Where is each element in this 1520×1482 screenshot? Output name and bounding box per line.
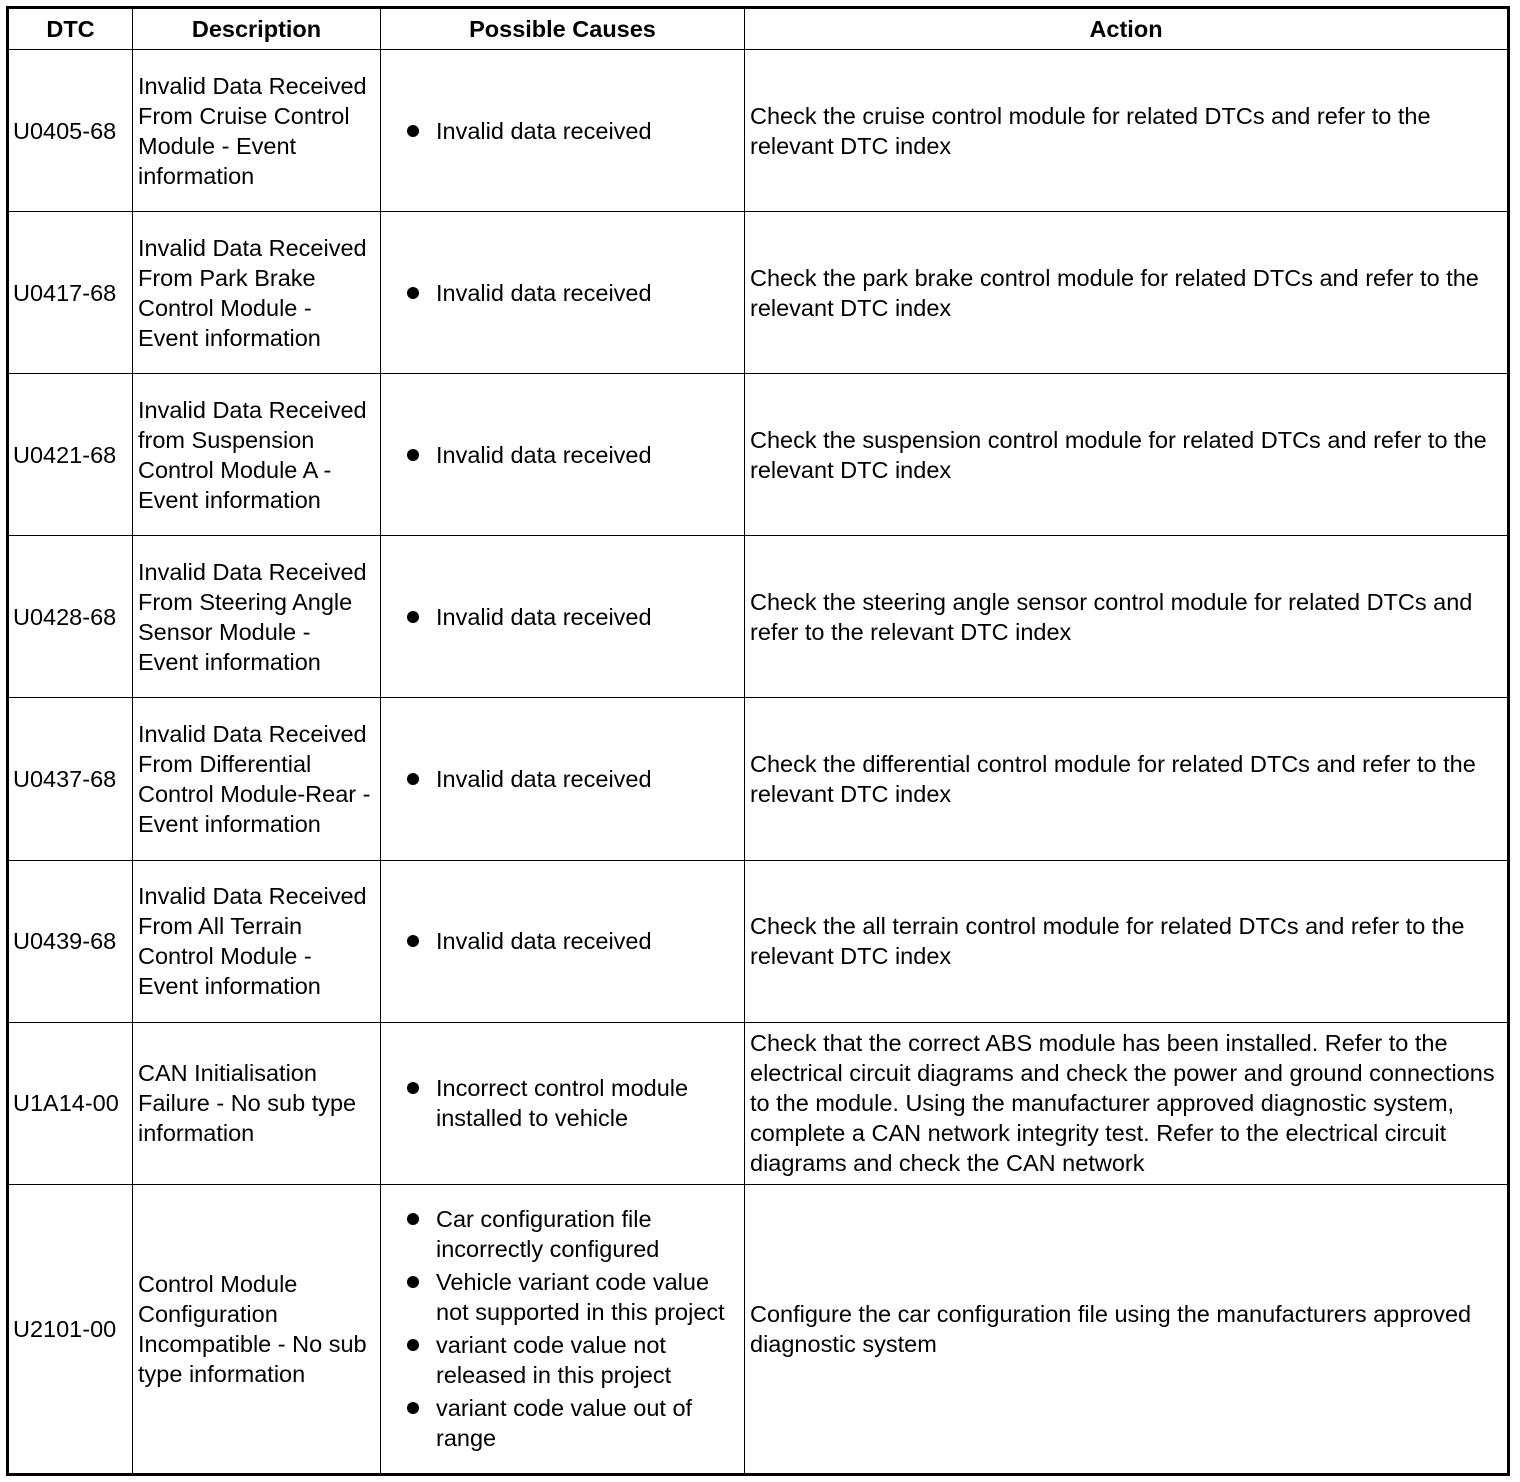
- header-description: Description: [133, 8, 381, 50]
- cause-text: Invalid data received: [436, 603, 652, 630]
- table-row: [8, 1022, 1509, 1184]
- cause-item: [386, 1330, 739, 1390]
- cause-item: [386, 764, 739, 794]
- bullet-icon: [407, 1082, 419, 1094]
- cause-text: Incorrect control module installed to vehicle: [436, 1075, 689, 1132]
- dtc-action: Check the steering angle sensor control module for related DTCs and refer to the relevant DTC index: [745, 536, 1509, 698]
- cause-text: Invalid data received: [436, 765, 652, 792]
- dtc-code: U0439-68: [8, 860, 133, 1022]
- bullet-icon: [407, 287, 419, 299]
- cause-item: [386, 440, 739, 470]
- dtc-action: Check the cruise control module for related DTCs and refer to the relevant DTC index: [745, 50, 1509, 212]
- dtc-action: Check the suspension control module for related DTCs and refer to the relevant DTC index: [745, 374, 1509, 536]
- cause-text: Invalid data received: [436, 928, 652, 955]
- causes-list: [386, 602, 739, 632]
- cause-item: [386, 602, 739, 632]
- causes-list: [386, 440, 739, 470]
- cause-text: Invalid data received: [436, 117, 652, 144]
- table-row: [8, 212, 1509, 374]
- bullet-icon: [407, 611, 419, 623]
- table-row: [8, 1184, 1509, 1474]
- header-row: [8, 8, 1509, 50]
- dtc-description: Invalid Data Received from Suspension Control Module A - Event information: [133, 374, 381, 536]
- dtc-action: Check the park brake control module for related DTCs and refer to the relevant DTC index: [745, 212, 1509, 374]
- bullet-icon: [407, 1339, 419, 1351]
- possible-causes: [381, 374, 745, 536]
- table-row: [8, 698, 1509, 860]
- possible-causes: [381, 212, 745, 374]
- causes-list: [386, 1204, 739, 1453]
- cause-text: Vehicle variant code value not supported in this project: [436, 1269, 725, 1326]
- table-row: [8, 860, 1509, 1022]
- bullet-icon: [407, 1276, 419, 1288]
- bullet-icon: [407, 1402, 419, 1414]
- dtc-description: Invalid Data Received From All Terrain Control Module - Event information: [133, 860, 381, 1022]
- causes-list: [386, 764, 739, 794]
- possible-causes: [381, 860, 745, 1022]
- header-possible-causes: Possible Causes: [381, 8, 745, 50]
- cause-item: [386, 1393, 739, 1453]
- dtc-code: U0421-68: [8, 374, 133, 536]
- cause-text: Invalid data received: [436, 279, 652, 306]
- dtc-description: Invalid Data Received From Park Brake Control Module - Event information: [133, 212, 381, 374]
- cause-item: [386, 1267, 739, 1327]
- dtc-description: CAN Initialisation Failure - No sub type information: [133, 1022, 381, 1184]
- cause-item: [386, 926, 739, 956]
- dtc-table: [6, 6, 1510, 1476]
- dtc-action: Check that the correct ABS module has been installed. Refer to the electrical circuit diagrams and check the power and ground connections to the module. Using the manufacturer approved diagnostic system, complete a CAN network integrity test. Refer to the electrical circuit diagrams and check the CAN network: [745, 1022, 1509, 1184]
- header-dtc: DTC: [8, 8, 133, 50]
- causes-list: [386, 278, 739, 308]
- causes-list: [386, 116, 739, 146]
- bullet-icon: [407, 1213, 419, 1225]
- table-row: [8, 374, 1509, 536]
- dtc-code: U0417-68: [8, 212, 133, 374]
- cause-item: [386, 116, 739, 146]
- cause-item: [386, 1073, 739, 1133]
- dtc-code: U1A14-00: [8, 1022, 133, 1184]
- dtc-code: U0437-68: [8, 698, 133, 860]
- bullet-icon: [407, 449, 419, 461]
- possible-causes: [381, 698, 745, 860]
- causes-list: [386, 1073, 739, 1133]
- dtc-action: Check the all terrain control module for related DTCs and refer to the relevant DTC index: [745, 860, 1509, 1022]
- causes-list: [386, 926, 739, 956]
- dtc-action: Check the differential control module for related DTCs and refer to the relevant DTC index: [745, 698, 1509, 860]
- dtc-description: Invalid Data Received From Steering Angle Sensor Module - Event information: [133, 536, 381, 698]
- dtc-description: Invalid Data Received From Differential Control Module-Rear - Event information: [133, 698, 381, 860]
- dtc-code: U0405-68: [8, 50, 133, 212]
- cause-text: Car configuration file incorrectly configured: [436, 1206, 660, 1263]
- bullet-icon: [407, 773, 419, 785]
- cause-text: Invalid data received: [436, 441, 652, 468]
- cause-item: [386, 1204, 739, 1264]
- cause-text: variant code value not released in this project: [436, 1332, 672, 1389]
- cause-item: [386, 278, 739, 308]
- table-row: [8, 50, 1509, 212]
- table-row: [8, 536, 1509, 698]
- dtc-description: Control Module Configuration Incompatible - No sub type information: [133, 1184, 381, 1474]
- possible-causes: [381, 1184, 745, 1474]
- bullet-icon: [407, 125, 419, 137]
- possible-causes: [381, 50, 745, 212]
- dtc-description: Invalid Data Received From Cruise Control Module - Event information: [133, 50, 381, 212]
- header-action: Action: [745, 8, 1509, 50]
- possible-causes: [381, 536, 745, 698]
- dtc-code: U2101-00: [8, 1184, 133, 1474]
- dtc-code: U0428-68: [8, 536, 133, 698]
- dtc-action: Configure the car configuration file using the manufacturers approved diagnostic system: [745, 1184, 1509, 1474]
- cause-text: variant code value out of range: [436, 1395, 693, 1452]
- possible-causes: [381, 1022, 745, 1184]
- bullet-icon: [407, 935, 419, 947]
